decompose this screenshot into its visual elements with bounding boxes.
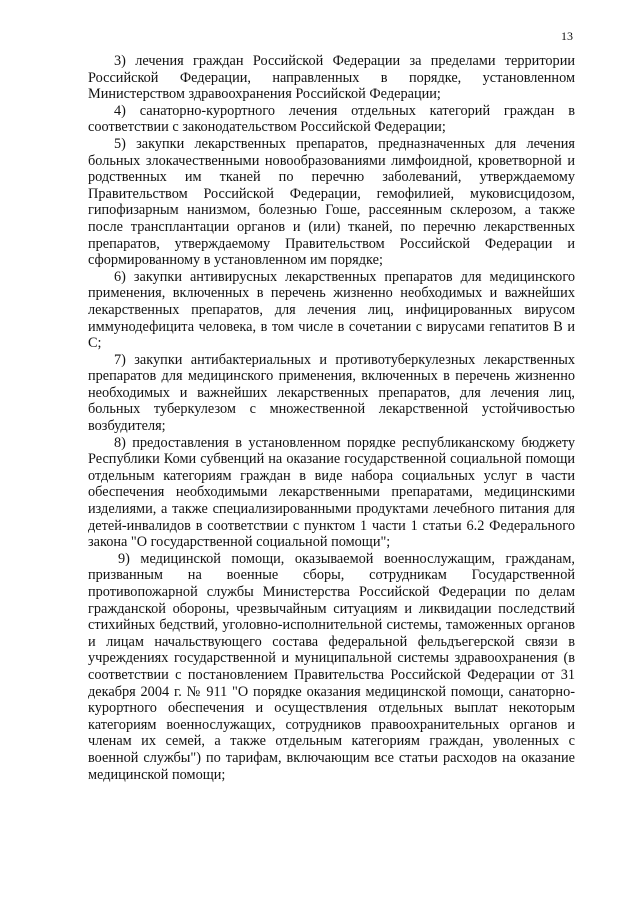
document-body	[88, 53, 575, 783]
paragraph-item-5: 5) закупки лекарственных препаратов, предназначенных для лечения больных злокачественными новообразованиями лимфоидной, кроветворной и родственных им тканей по перечню заболеваний, утверждаемому Правительством Российской Федерации, гемофилией, муковисцидозом, гипофизарным нанизмом, болезнью Гоше, рассеянным склерозом, а также после трансплантации органов и (или) тканей, по перечню лекарственных препаратов, утверждаемому Правительством Российской Федерации и сформированному в установленном им порядке;	[88, 135, 575, 269]
paragraph-item-3: 3) лечения граждан Российской Федерации за пределами территории Российской Федерации, направленных в порядке, установленном Министерством здравоохранения Российской Федерации;	[88, 53, 575, 103]
paragraph-item-8: 8) предоставления в установленном порядке республиканскому бюджету Республики Коми субвенций на оказание государственной социальной помощи отдельным категориям граждан в виде набора социальных услуг в части обеспечения необходимыми лекарственными препаратами, медицинскими изделиями, а также специализированными продуктами лечебного питания для детей-инвалидов в соответствии с пунктом 1 части 1 статьи 6.2 Федерального закона "О государственной социальной помощи";	[88, 434, 575, 551]
paragraph-item-9: 9) медицинской помощи, оказываемой военнослужащим, гражданам, призванным на военные сборы, сотрудникам Государственной противопожарной службы Министерства Российской Федерации по делам гражданской обороны, чрезвычайным ситуациям и ликвидации последствий стихийных бедствий, уголовно-исполнительной системы, таможенных органов и лицам начальствующего состава федеральной фельдъегерской связи в учреждениях государственной и муниципальной системы здравоохранения (в соответствии с постановлением Правительства Российской Федерации от 31 декабря 2004 г. № 911 "О порядке оказания медицинской помощи, санаторно-курортного обеспечения и осуществления отдельных выплат некоторым категориям военнослужащих, сотрудников правоохранительных органов и членам их семей, а также отдельным категориям граждан, уволенных с военной службы") по тарифам, включающим все статьи расходов на оказание медицинской помощи;	[88, 550, 575, 783]
paragraph-item-4: 4) санаторно-курортного лечения отдельных категорий граждан в соответствии с законодательством Российской Федерации;	[88, 102, 575, 136]
paragraph-item-6: 6) закупки антивирусных лекарственных препаратов для медицинского применения, включенных в перечень жизненно необходимых и важнейших лекарственных препаратов, для лечения лиц, инфицированных вирусом иммунодефицита человека, в том числе в сочетании с вирусами гепатитов B и C;	[88, 268, 575, 352]
page-number: 13	[561, 29, 573, 43]
paragraph-item-7: 7) закупки антибактериальных и противотуберкулезных лекарственных препаратов для медицинского применения, включенных в перечень жизненно необходимых и важнейших лекарственных препаратов, для лечения лиц, больных туберкулезом с множественной лекарственной устойчивостью возбудителя;	[88, 351, 575, 435]
